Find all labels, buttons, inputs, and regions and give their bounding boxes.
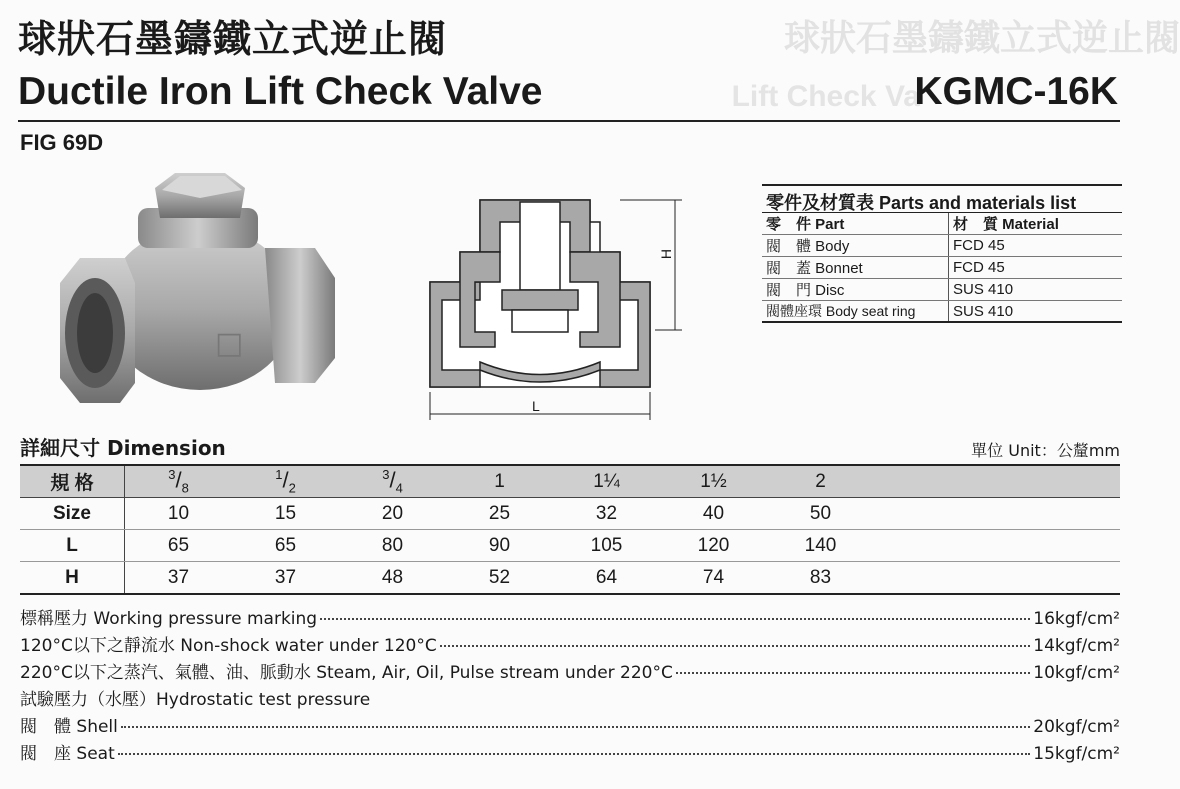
spec-label: 試驗壓力（水壓）Hydrostatic test pressure [20,690,371,710]
length-value: 65 [125,530,233,562]
length-value: 140 [767,530,874,562]
dimension-size-mm-row [20,498,1120,530]
size-inch: $^3/_8$ [125,465,233,498]
size-inch: $^1/_2$ [232,465,339,498]
leader-dots [121,726,1030,728]
part-name: 閥 蓋 Bonnet [762,257,949,279]
valve-photo [50,168,340,408]
row-label: Size [20,498,125,530]
height-value: 48 [339,562,446,595]
size-inch: 1½ [660,465,767,498]
figure-number: FIG 69D [20,130,104,155]
height-value: 83 [767,562,874,595]
parts-table-title: 零件及材質表 Parts and materials list [762,184,1122,213]
size-mm: 15 [232,498,339,530]
model-number: KGMC-16K [914,70,1118,113]
spec-shell [20,712,1120,739]
part-material: FCD 45 [949,235,1123,257]
header-rule [18,120,1120,122]
leader-dots [676,672,1030,674]
parts-header-part: 零 件 Part [762,213,949,235]
dimension-unit: 單位 Unit：公釐mm [971,441,1120,460]
spec-value: 10kgf/cm² [1033,663,1120,683]
part-material: SUS 410 [949,301,1123,323]
length-value: 90 [446,530,553,562]
dimension-title: 詳細尺寸 Dimension [20,436,226,460]
show-through-title: 球狀石墨鑄鐵立式逆止閥 [783,17,1180,58]
spec-label: 120°C以下之靜流水 Non-shock water under 120°C [20,636,437,656]
height-value: 37 [232,562,339,595]
height-value: 52 [446,562,553,595]
dimension-h-label: H [658,248,675,260]
row-label: L [20,530,125,562]
size-inch: $^3/_4$ [339,465,446,498]
part-name: 閥 體 Body [762,235,949,257]
parts-materials-table [762,184,1122,323]
parts-row [762,301,1122,323]
size-mm: 32 [553,498,660,530]
leader-dots [118,753,1031,755]
spec-label: 閥 座 Seat [20,744,115,764]
size-inch: 1 [446,465,553,498]
size-mm: 25 [446,498,553,530]
row-label: 規 格 [20,465,125,498]
dimension-table [20,464,1120,595]
parts-row [762,235,1122,257]
size-inch: 2 [767,465,874,498]
part-name: 閥體座環 Body seat ring [762,301,949,323]
spec-value: 14kgf/cm² [1033,636,1120,656]
spec-working-pressure [20,604,1120,631]
size-mm: 10 [125,498,233,530]
page-title-zh: 球狀石墨鑄鐵立式逆止閥 [18,17,448,61]
height-value: 64 [553,562,660,595]
length-value: 120 [660,530,767,562]
dimension-l-row [20,530,1120,562]
height-value: 37 [125,562,233,595]
spec-seat [20,739,1120,766]
page-title-en: Ductile Iron Lift Check Valve [18,70,543,113]
leader-dots [440,645,1031,647]
empty-cell [874,562,1120,595]
part-material: FCD 45 [949,257,1123,279]
size-mm: 50 [767,498,874,530]
spec-steam [20,658,1120,685]
row-label: H [20,562,125,595]
pressure-specs [20,604,1120,766]
spec-hydrostatic-heading [20,685,1120,712]
dimension-h-row [20,562,1120,595]
parts-row [762,257,1122,279]
height-value: 74 [660,562,767,595]
cross-section-drawing [420,182,690,422]
spec-value: 16kgf/cm² [1033,609,1120,629]
part-name: 閥 門 Disc [762,279,949,301]
empty-cell [874,465,1120,498]
length-value: 65 [232,530,339,562]
parts-table-header [762,213,1122,235]
parts-header-material: 材 質 Material [949,213,1123,235]
dimension-l-label: L [532,398,540,414]
spec-label: 標稱壓力 Working pressure marking [20,609,318,629]
svg-text:□: □ [215,326,244,361]
spec-water [20,631,1120,658]
dimension-size-inch-row [20,465,1120,498]
size-inch: 1¼ [553,465,660,498]
parts-row [762,279,1122,301]
spec-value: 15kgf/cm² [1033,744,1120,764]
empty-cell [874,530,1120,562]
size-mm: 20 [339,498,446,530]
part-material: SUS 410 [949,279,1123,301]
spec-label: 閥 體 Shell [20,717,118,737]
show-through-subtitle: Lift Check Va [731,80,920,113]
spec-value: 20kgf/cm² [1033,717,1120,737]
length-value: 80 [339,530,446,562]
empty-cell [874,498,1120,530]
leader-dots [320,618,1030,620]
length-value: 105 [553,530,660,562]
size-mm: 40 [660,498,767,530]
spec-label: 220°C以下之蒸汽、氣體、油、脈動水 Steam, Air, Oil, Pulse stream under 220°C [20,663,673,683]
